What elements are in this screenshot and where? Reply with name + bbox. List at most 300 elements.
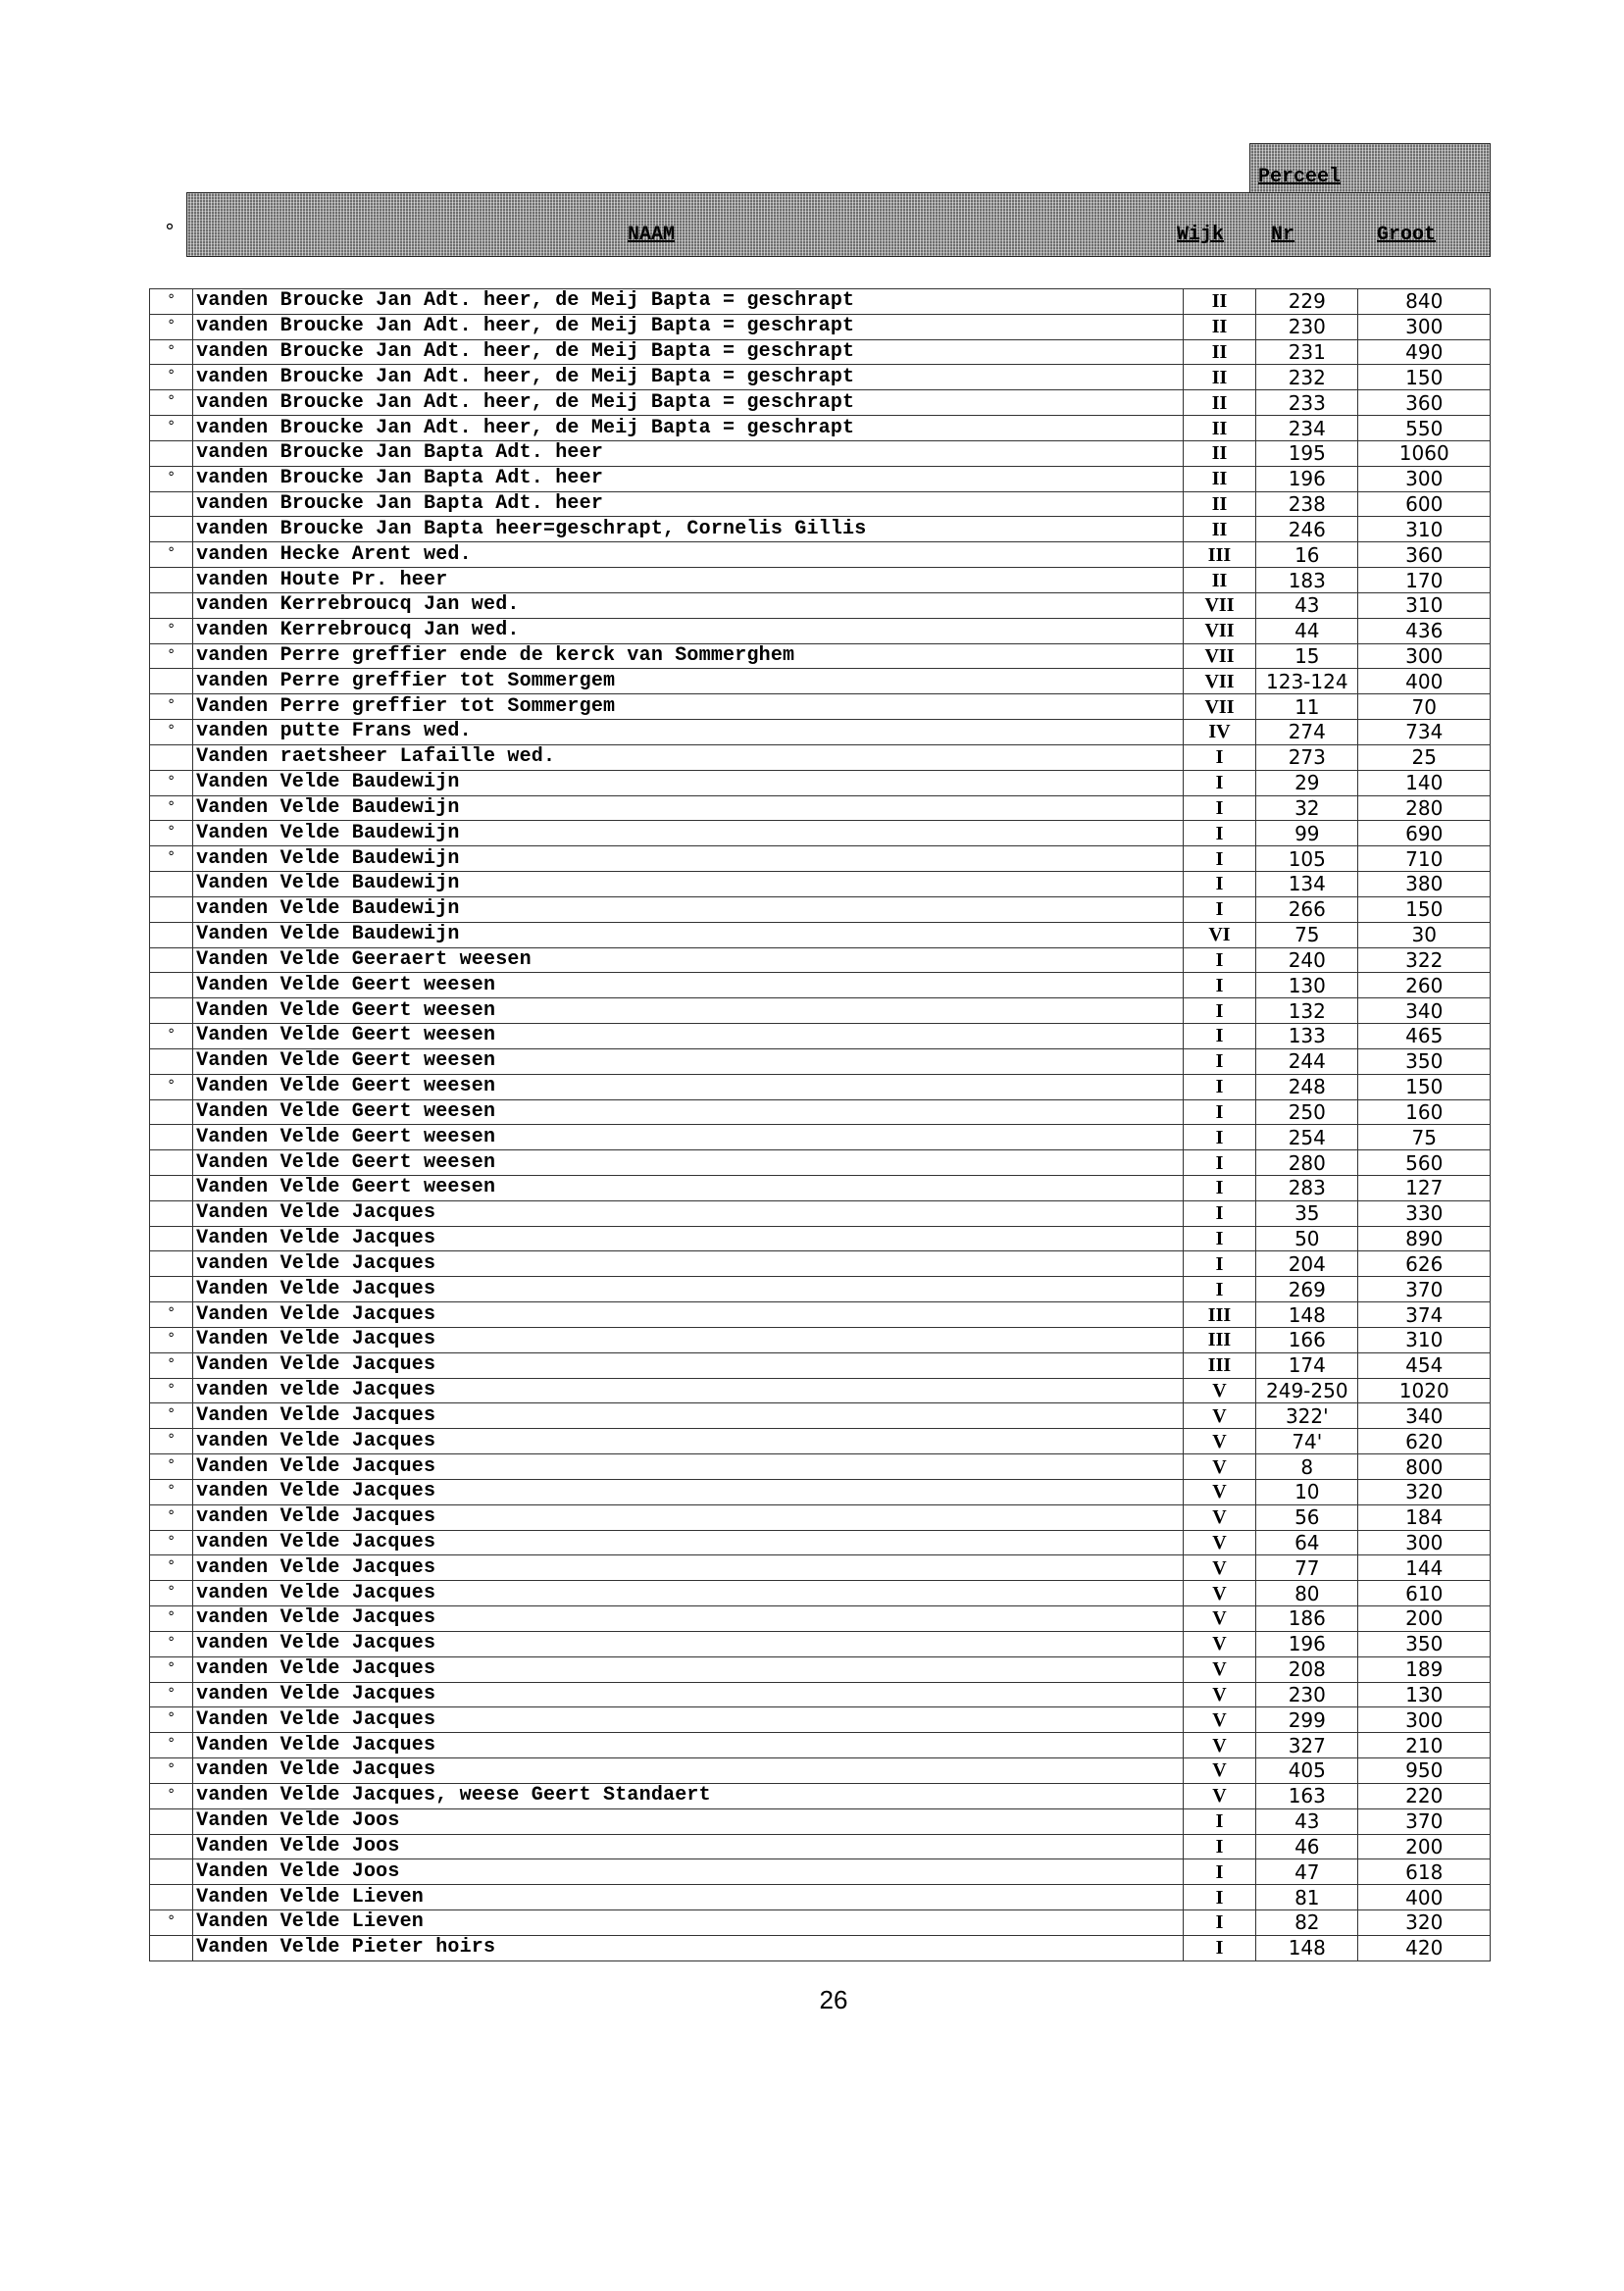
row-nr: 183	[1256, 568, 1358, 593]
row-wijk: II	[1183, 466, 1255, 491]
row-groot: 560	[1358, 1150, 1491, 1176]
row-wijk: V	[1183, 1530, 1255, 1555]
row-groot: 370	[1358, 1808, 1491, 1834]
row-mark	[150, 872, 193, 897]
row-wijk: V	[1183, 1504, 1255, 1530]
row-groot: 300	[1358, 1707, 1491, 1733]
row-wijk: II	[1183, 491, 1255, 517]
row-groot: 140	[1358, 770, 1491, 795]
row-wijk: V	[1183, 1707, 1255, 1733]
row-name: vanden Velde Jacques	[193, 1429, 1184, 1454]
row-mark: °	[150, 339, 193, 365]
row-wijk: III	[1183, 542, 1255, 568]
row-nr: 327	[1256, 1733, 1358, 1758]
row-name: Vanden Velde Jacques	[193, 1352, 1184, 1378]
row-mark	[150, 1150, 193, 1176]
row-mark	[150, 1885, 193, 1910]
row-nr: 80	[1256, 1581, 1358, 1606]
row-name: Vanden Velde Geert weesen	[193, 1074, 1184, 1099]
table-row	[150, 1859, 1491, 1885]
row-groot: 127	[1358, 1175, 1491, 1200]
row-groot: 400	[1358, 1885, 1491, 1910]
row-mark: °	[150, 1429, 193, 1454]
row-nr: 196	[1256, 1631, 1358, 1656]
table-row	[150, 896, 1491, 922]
row-mark: °	[150, 720, 193, 745]
table-row	[150, 416, 1491, 441]
row-wijk: I	[1183, 1277, 1255, 1302]
row-name: vanden Broucke Jan Adt. heer, de Meij Bapta = geschrapt	[193, 390, 1184, 416]
row-nr: 249-250	[1256, 1378, 1358, 1403]
row-name: vanden Kerrebroucq Jan wed.	[193, 592, 1184, 618]
row-wijk: V	[1183, 1631, 1255, 1656]
row-nr: 105	[1256, 846, 1358, 872]
table-row	[150, 390, 1491, 416]
row-name: Vanden Velde Baudewijn	[193, 821, 1184, 846]
row-mark	[150, 517, 193, 542]
row-mark: °	[150, 1758, 193, 1784]
row-groot: 360	[1358, 390, 1491, 416]
row-name: vanden Velde Jacques, weese Geert Standaert	[193, 1783, 1184, 1808]
row-mark	[150, 998, 193, 1024]
row-mark: °	[150, 390, 193, 416]
row-wijk: I	[1183, 1226, 1255, 1251]
row-groot: 75	[1358, 1125, 1491, 1150]
row-mark: °	[150, 1074, 193, 1099]
row-nr: 174	[1256, 1352, 1358, 1378]
row-name: Vanden Velde Joos	[193, 1834, 1184, 1859]
row-nr: 230	[1256, 314, 1358, 339]
row-wijk: V	[1183, 1758, 1255, 1784]
row-mark: °	[150, 1631, 193, 1656]
row-wijk: I	[1183, 1150, 1255, 1176]
row-nr: 229	[1256, 289, 1358, 315]
row-groot: 200	[1358, 1834, 1491, 1859]
row-nr: 283	[1256, 1175, 1358, 1200]
row-mark	[150, 1125, 193, 1150]
row-nr: 10	[1256, 1479, 1358, 1504]
row-mark	[150, 669, 193, 694]
row-name: Vanden Velde Joos	[193, 1808, 1184, 1834]
row-groot: 280	[1358, 795, 1491, 821]
row-groot: 170	[1358, 568, 1491, 593]
row-name: Vanden Velde Geeraert weesen	[193, 947, 1184, 973]
row-wijk: V	[1183, 1555, 1255, 1581]
row-groot: 300	[1358, 643, 1491, 669]
row-groot: 300	[1358, 466, 1491, 491]
row-nr: 238	[1256, 491, 1358, 517]
row-name: vanden Kerrebroucq Jan wed.	[193, 618, 1184, 643]
table-row	[150, 744, 1491, 770]
row-groot: 400	[1358, 669, 1491, 694]
row-nr: 77	[1256, 1555, 1358, 1581]
row-wijk: V	[1183, 1656, 1255, 1682]
row-groot: 380	[1358, 872, 1491, 897]
row-mark: °	[150, 1302, 193, 1328]
header-upper-band	[1249, 143, 1491, 196]
row-name: Vanden Velde Jacques	[193, 1200, 1184, 1226]
row-wijk: VII	[1183, 592, 1255, 618]
row-groot: 200	[1358, 1606, 1491, 1632]
row-nr: 43	[1256, 592, 1358, 618]
table-row	[150, 1631, 1491, 1656]
row-wijk: I	[1183, 744, 1255, 770]
row-nr: 134	[1256, 872, 1358, 897]
row-groot: 690	[1358, 821, 1491, 846]
row-nr: 132	[1256, 998, 1358, 1024]
row-nr: 43	[1256, 1808, 1358, 1834]
row-name: Vanden Velde Jacques	[193, 1327, 1184, 1352]
row-groot: 340	[1358, 998, 1491, 1024]
row-mark: °	[150, 1327, 193, 1352]
row-groot: 320	[1358, 1910, 1491, 1936]
row-wijk: II	[1183, 416, 1255, 441]
row-nr: 231	[1256, 339, 1358, 365]
row-nr: 273	[1256, 744, 1358, 770]
table-row	[150, 1099, 1491, 1125]
row-nr: 299	[1256, 1707, 1358, 1733]
row-groot: 340	[1358, 1403, 1491, 1429]
row-name: vanden Broucke Jan Bapta heer=geschrapt, Cornelis Gillis	[193, 517, 1184, 542]
table-row	[150, 1581, 1491, 1606]
table-row	[150, 1555, 1491, 1581]
row-nr: 46	[1256, 1834, 1358, 1859]
row-mark: °	[150, 1606, 193, 1632]
row-name: Vanden Velde Geert weesen	[193, 1024, 1184, 1049]
row-name: vanden velde Jacques	[193, 1378, 1184, 1403]
row-nr: 74'	[1256, 1429, 1358, 1454]
row-mark: °	[150, 314, 193, 339]
row-mark	[150, 1099, 193, 1125]
row-mark: °	[150, 466, 193, 491]
row-wijk: II	[1183, 339, 1255, 365]
row-name: vanden Broucke Jan Adt. heer, de Meij Bapta = geschrapt	[193, 314, 1184, 339]
row-mark	[150, 440, 193, 466]
row-name: vanden Velde Jacques	[193, 1682, 1184, 1707]
row-wijk: I	[1183, 1048, 1255, 1074]
row-groot: 370	[1358, 1277, 1491, 1302]
row-wijk: II	[1183, 440, 1255, 466]
row-name: Vanden Velde Geert weesen	[193, 1048, 1184, 1074]
row-wijk: I	[1183, 1808, 1255, 1834]
row-wijk: V	[1183, 1682, 1255, 1707]
row-groot: 626	[1358, 1251, 1491, 1277]
table-row	[150, 568, 1491, 593]
row-name: vanden Velde Jacques	[193, 1555, 1184, 1581]
header-band	[186, 192, 1491, 257]
row-nr: 35	[1256, 1200, 1358, 1226]
row-nr: 246	[1256, 517, 1358, 542]
row-nr: 244	[1256, 1048, 1358, 1074]
row-name: Vanden Velde Baudewijn	[193, 922, 1184, 947]
row-groot: 70	[1358, 694, 1491, 720]
row-groot: 620	[1358, 1429, 1491, 1454]
row-nr: 148	[1256, 1935, 1358, 1960]
row-nr: 230	[1256, 1682, 1358, 1707]
table-row	[150, 440, 1491, 466]
table-row	[150, 1504, 1491, 1530]
header-upper-label: Perceel	[1258, 166, 1342, 188]
table-row	[150, 795, 1491, 821]
table-row	[150, 1048, 1491, 1074]
row-groot: 320	[1358, 1479, 1491, 1504]
row-nr: 322'	[1256, 1403, 1358, 1429]
row-groot: 310	[1358, 1327, 1491, 1352]
row-name: Vanden Velde Jacques	[193, 1277, 1184, 1302]
row-wijk: I	[1183, 896, 1255, 922]
table-row	[150, 1479, 1491, 1504]
row-nr: 248	[1256, 1074, 1358, 1099]
row-groot: 184	[1358, 1504, 1491, 1530]
table-row	[150, 1150, 1491, 1176]
row-wijk: V	[1183, 1378, 1255, 1403]
table-row	[150, 314, 1491, 339]
row-name: Vanden Velde Geert weesen	[193, 973, 1184, 998]
row-wijk: V	[1183, 1429, 1255, 1454]
row-wijk: V	[1183, 1606, 1255, 1632]
row-name: vanden Velde Jacques	[193, 1581, 1184, 1606]
row-wijk: I	[1183, 1910, 1255, 1936]
row-mark	[150, 1251, 193, 1277]
row-nr: 81	[1256, 1885, 1358, 1910]
header-col-nr: Nr	[1271, 224, 1295, 246]
table-row	[150, 542, 1491, 568]
row-mark: °	[150, 416, 193, 441]
row-groot: 25	[1358, 744, 1491, 770]
row-nr: 250	[1256, 1099, 1358, 1125]
row-nr: 11	[1256, 694, 1358, 720]
row-wijk: II	[1183, 365, 1255, 390]
row-wijk: V	[1183, 1479, 1255, 1504]
table-row	[150, 1403, 1491, 1429]
register-table-body	[150, 289, 1491, 1961]
table-row	[150, 720, 1491, 745]
row-nr: 123-124	[1256, 669, 1358, 694]
row-name: vanden Broucke Jan Adt. heer, de Meij Bapta = geschrapt	[193, 365, 1184, 390]
table-row	[150, 872, 1491, 897]
row-nr: 208	[1256, 1656, 1358, 1682]
header-col-groot: Groot	[1377, 224, 1437, 246]
table-row	[150, 947, 1491, 973]
row-name: Vanden Velde Jacques	[193, 1733, 1184, 1758]
row-nr: 8	[1256, 1454, 1358, 1480]
row-name: Vanden Velde Geert weesen	[193, 1125, 1184, 1150]
row-wijk: II	[1183, 314, 1255, 339]
row-wijk: I	[1183, 947, 1255, 973]
row-mark	[150, 1935, 193, 1960]
row-mark: °	[150, 770, 193, 795]
row-groot: 420	[1358, 1935, 1491, 1960]
row-nr: 133	[1256, 1024, 1358, 1049]
table-row	[150, 821, 1491, 846]
row-wijk: II	[1183, 289, 1255, 315]
row-nr: 75	[1256, 922, 1358, 947]
row-nr: 166	[1256, 1327, 1358, 1352]
row-name: vanden Velde Jacques	[193, 1504, 1184, 1530]
row-name: vanden Velde Jacques	[193, 1631, 1184, 1656]
row-name: vanden Velde Jacques	[193, 1656, 1184, 1682]
row-groot: 710	[1358, 846, 1491, 872]
row-name: vanden Velde Jacques	[193, 1606, 1184, 1632]
row-mark: °	[150, 1783, 193, 1808]
row-name: Vanden Velde Jacques	[193, 1707, 1184, 1733]
row-name: Vanden Velde Jacques	[193, 1454, 1184, 1480]
row-groot: 734	[1358, 720, 1491, 745]
row-name: Vanden Velde Geert weesen	[193, 1099, 1184, 1125]
row-groot: 600	[1358, 491, 1491, 517]
row-nr: 130	[1256, 973, 1358, 998]
row-groot: 350	[1358, 1048, 1491, 1074]
row-mark: °	[150, 1479, 193, 1504]
row-wijk: I	[1183, 1024, 1255, 1049]
row-wijk: VII	[1183, 669, 1255, 694]
table-row	[150, 1733, 1491, 1758]
row-wijk: I	[1183, 872, 1255, 897]
row-mark	[150, 491, 193, 517]
row-nr: 254	[1256, 1125, 1358, 1150]
table-row	[150, 1302, 1491, 1328]
table-row	[150, 643, 1491, 669]
row-groot: 610	[1358, 1581, 1491, 1606]
row-groot: 374	[1358, 1302, 1491, 1328]
header-col-name: NAAM	[628, 224, 676, 246]
row-groot: 950	[1358, 1758, 1491, 1784]
row-nr: 232	[1256, 365, 1358, 390]
row-name: Vanden Velde Lieven	[193, 1910, 1184, 1936]
table-row	[150, 694, 1491, 720]
row-mark	[150, 973, 193, 998]
row-wijk: I	[1183, 1125, 1255, 1150]
row-wijk: V	[1183, 1783, 1255, 1808]
table-row	[150, 1656, 1491, 1682]
row-name: Vanden Velde Geert weesen	[193, 1175, 1184, 1200]
row-groot: 840	[1358, 289, 1491, 315]
row-mark: °	[150, 1910, 193, 1936]
row-mark: °	[150, 1555, 193, 1581]
row-wijk: I	[1183, 770, 1255, 795]
table-row	[150, 1074, 1491, 1099]
row-groot: 150	[1358, 1074, 1491, 1099]
row-mark	[150, 1834, 193, 1859]
row-mark	[150, 947, 193, 973]
row-wijk: VII	[1183, 618, 1255, 643]
row-name: vanden Broucke Jan Adt. heer, de Meij Bapta = geschrapt	[193, 416, 1184, 441]
row-mark: °	[150, 1682, 193, 1707]
row-mark: °	[150, 846, 193, 872]
row-groot: 1020	[1358, 1378, 1491, 1403]
table-row	[150, 1327, 1491, 1352]
row-wijk: V	[1183, 1403, 1255, 1429]
row-groot: 144	[1358, 1555, 1491, 1581]
row-wijk: I	[1183, 1099, 1255, 1125]
table-row	[150, 998, 1491, 1024]
row-mark	[150, 1048, 193, 1074]
row-groot: 618	[1358, 1859, 1491, 1885]
row-wijk: I	[1183, 1251, 1255, 1277]
table-row	[150, 592, 1491, 618]
row-nr: 186	[1256, 1606, 1358, 1632]
row-name: vanden Velde Jacques	[193, 1251, 1184, 1277]
row-mark: °	[150, 643, 193, 669]
row-wijk: VI	[1183, 922, 1255, 947]
row-name: Vanden Velde Lieven	[193, 1885, 1184, 1910]
row-name: vanden Broucke Jan Adt. heer, de Meij Bapta = geschrapt	[193, 289, 1184, 315]
row-groot: 310	[1358, 592, 1491, 618]
table-row	[150, 1935, 1491, 1960]
row-groot: 800	[1358, 1454, 1491, 1480]
table-row	[150, 973, 1491, 998]
row-groot: 220	[1358, 1783, 1491, 1808]
row-mark: °	[150, 1530, 193, 1555]
table-row	[150, 669, 1491, 694]
row-groot: 300	[1358, 1530, 1491, 1555]
table-row	[150, 289, 1491, 315]
row-groot: 360	[1358, 542, 1491, 568]
row-name: Vanden Velde Jacques	[193, 1302, 1184, 1328]
row-name: Vanden Perre greffier tot Sommergem	[193, 694, 1184, 720]
row-nr: 47	[1256, 1859, 1358, 1885]
table-row	[150, 1429, 1491, 1454]
row-name: vanden Hecke Arent wed.	[193, 542, 1184, 568]
row-groot: 1060	[1358, 440, 1491, 466]
row-mark	[150, 922, 193, 947]
row-mark	[150, 568, 193, 593]
row-name: Vanden Velde Baudewijn	[193, 770, 1184, 795]
row-wijk: I	[1183, 1935, 1255, 1960]
row-nr: 148	[1256, 1302, 1358, 1328]
row-name: vanden Velde Jacques	[193, 1479, 1184, 1504]
row-nr: 204	[1256, 1251, 1358, 1277]
row-name: Vanden Velde Jacques	[193, 1226, 1184, 1251]
page-number: 26	[819, 1985, 848, 2014]
table-row	[150, 1200, 1491, 1226]
row-groot: 130	[1358, 1682, 1491, 1707]
row-wijk: II	[1183, 517, 1255, 542]
table-row	[150, 1378, 1491, 1403]
row-mark: °	[150, 1378, 193, 1403]
table-row	[150, 770, 1491, 795]
row-groot: 310	[1358, 517, 1491, 542]
row-nr: 234	[1256, 416, 1358, 441]
table-row	[150, 491, 1491, 517]
row-nr: 64	[1256, 1530, 1358, 1555]
row-wijk: III	[1183, 1352, 1255, 1378]
row-groot: 210	[1358, 1733, 1491, 1758]
table-row	[150, 517, 1491, 542]
row-mark: °	[150, 1733, 193, 1758]
table-row	[150, 1277, 1491, 1302]
row-groot: 30	[1358, 922, 1491, 947]
row-groot: 436	[1358, 618, 1491, 643]
row-name: vanden Velde Baudewijn	[193, 896, 1184, 922]
row-groot: 465	[1358, 1024, 1491, 1049]
row-name: vanden Velde Jacques	[193, 1758, 1184, 1784]
row-nr: 233	[1256, 390, 1358, 416]
row-name: Vanden Velde Joos	[193, 1859, 1184, 1885]
table-row	[150, 1910, 1491, 1936]
row-nr: 16	[1256, 542, 1358, 568]
row-name: vanden Perre greffier ende de kerck van Sommerghem	[193, 643, 1184, 669]
row-name: vanden Broucke Jan Bapta Adt. heer	[193, 440, 1184, 466]
row-mark: °	[150, 1707, 193, 1733]
row-mark	[150, 896, 193, 922]
row-name: vanden Perre greffier tot Sommergem	[193, 669, 1184, 694]
table-row	[150, 922, 1491, 947]
row-mark: °	[150, 694, 193, 720]
row-name: Vanden Velde Baudewijn	[193, 872, 1184, 897]
row-mark	[150, 1175, 193, 1200]
row-mark: °	[150, 795, 193, 821]
